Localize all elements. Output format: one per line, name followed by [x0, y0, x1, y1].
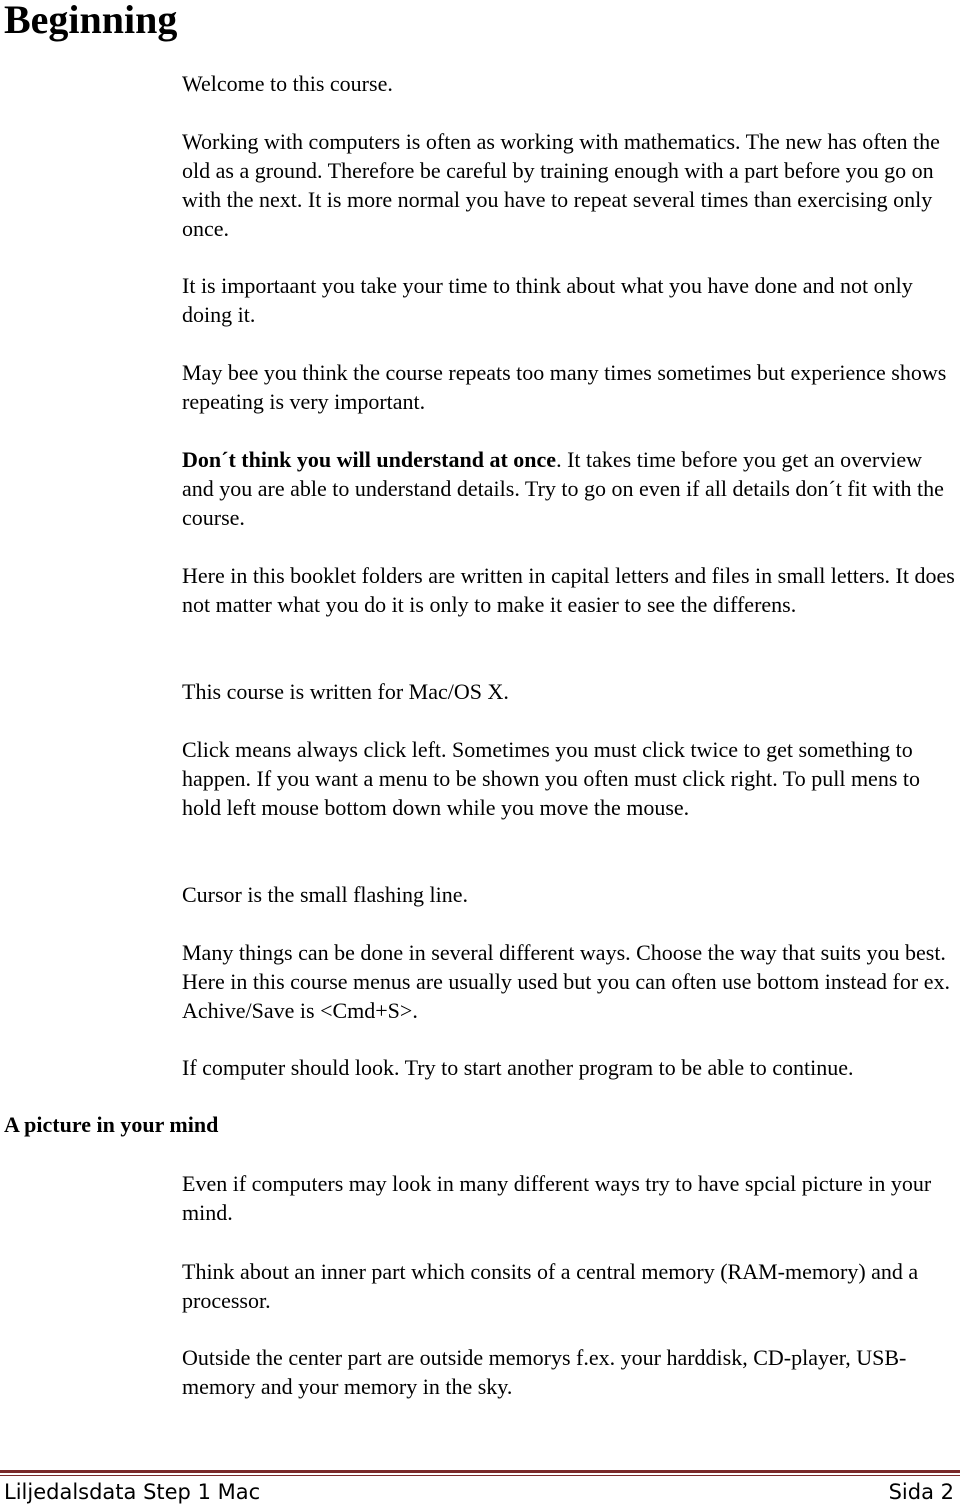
footer-divider	[0, 1470, 960, 1473]
paragraph-mac-os: This course is written for Mac/OS X.	[182, 679, 509, 704]
paragraph-picture: Even if computers may look in many different ways try to have spcial picture in your mind.	[182, 1171, 932, 1225]
footer-divider-thin	[0, 1475, 960, 1476]
paragraph-welcome: Welcome to this course.	[182, 71, 393, 96]
page-number: Sida 2	[888, 1480, 954, 1504]
paragraph-understand	[182, 445, 958, 532]
paragraph-ways: Many things can be done in several different ways. Choose the way that suits you best. Here in this course menus are usually used but you can often use bottom instead for ex. Achive/Save is <Cmd+S>.	[182, 940, 950, 1023]
paragraph-understand-rest: . It takes time before you get an overview and you are able to understand details. Try to go on even if all details don´t fit with the course.	[182, 447, 944, 530]
paragraph-folders-files: Here in this booklet folders are written in capital letters and files in small letters. It does not matter what you do it is only to make it easier to see the differens.	[182, 563, 955, 617]
paragraph-click: Click means always click left. Sometimes you must click twice to get something to happen. If you want a menu to be shown you often must click right. To pull mens to hold left mouse bottom down while you move the mouse.	[182, 737, 920, 820]
paragraph-cursor: Cursor is the small flashing line.	[182, 882, 468, 907]
page-title: Beginning	[4, 0, 178, 42]
paragraph-repeats: May bee you think the course repeats too many times sometimes but experience shows repeating is very important.	[182, 360, 947, 414]
paragraph-mathematics: Working with computers is often as working with mathematics. The new has often the old as a ground. Therefore be careful by training enough with a part before you go on with the next. It is more normal you have to repeat several times than exercising only once.	[182, 129, 940, 241]
paragraph-take-time: It is importaant you take your time to think about what you have done and not only doing it.	[182, 273, 913, 327]
footer-title: Liljedalsdata Step 1 Mac	[4, 1480, 261, 1504]
paragraph-understand-emphasis: Don´t think you will understand at once	[182, 447, 557, 472]
section-heading-picture: A picture in your mind	[4, 1112, 219, 1137]
paragraph-computer-lock: If computer should look. Try to start another program to be able to continue.	[182, 1055, 854, 1080]
paragraph-inner-part: Think about an inner part which consits of a central memory (RAM-memory) and a processor.	[182, 1259, 919, 1313]
paragraph-outside-memory: Outside the center part are outside memorys f.ex. your harddisk, CD-player, USB-memory and your memory in the sky.	[182, 1345, 907, 1399]
